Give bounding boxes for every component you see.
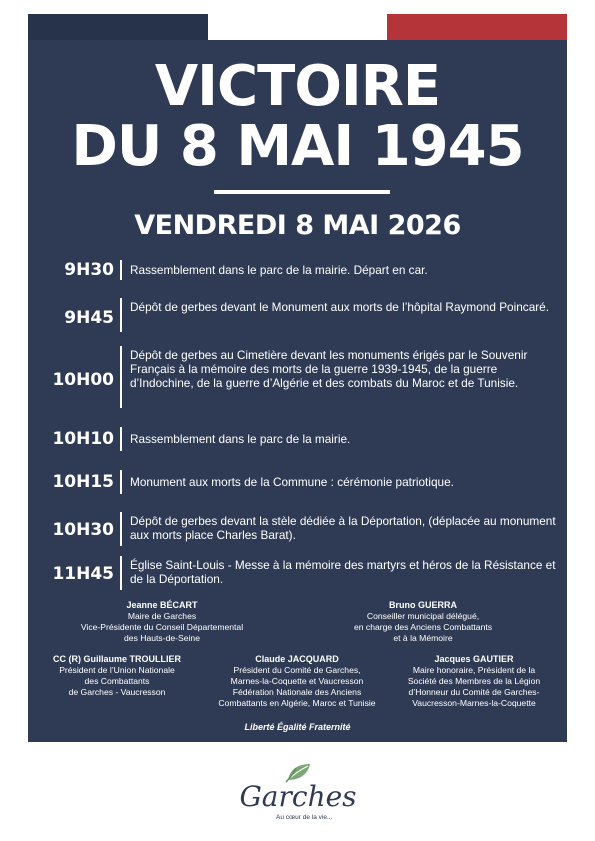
schedule-divider [120,346,122,408]
poster [28,14,567,742]
signatory-role: Président du Comité de Garches, [233,665,361,675]
schedule-time: 10H30 [52,520,114,540]
schedule-time: 10H10 [52,429,114,449]
signatory-name: Jeanne BÉCART [126,600,198,610]
schedule-text: Église Saint-Louis - Messe à la mémoire des martyrs et héros de la Résistance et de la Déportation. [130,558,556,586]
signatory-role: Marnes-la-Coquette et Vaucresson [230,676,364,686]
schedule-time: 9H45 [64,308,114,328]
signatory-role: Combattants en Algérie, Maroc et Tunisie [218,698,376,708]
signatory-role: Vice-Présidente du Conseil Départemental [80,622,244,632]
signatory-role: Vaucresson-Marnes-la-Coquette [412,698,536,708]
schedule-divider [120,298,122,332]
tricolor-flag-band [28,14,567,40]
title-line-2: DU 8 MAI 1945 [71,114,524,179]
schedule-divider [120,427,122,451]
schedule-text: Dépôt de gerbes devant la stèle dédiée à la Déportation, (déplacée au monument aux morts place Charles Barat). [130,514,556,542]
signatory-role: Maire honoraire, Président de la [412,665,536,675]
signatory-role: et à la Mémoire [393,633,453,643]
schedule-text: Monument aux morts de la Commune : cérémonie patriotique. [130,475,454,489]
signatory-name: Claude JACQUARD [255,654,339,664]
signatory-role: Fédération Nationale des Anciens [232,687,362,697]
schedule-time: 11H45 [52,564,114,584]
signatory-role: de Garches - Vaucresson [68,687,166,697]
signatory-troullier [28,654,206,698]
signatory-role: des Hauts-de-Seine [124,633,200,643]
schedule-text: Rassemblement dans le parc de la mairie. [130,432,351,446]
title-line-1: VICTOIRE [154,54,441,119]
signatory-role: d’Honneur du Comité de Garches- [408,687,540,697]
signatory-gautier [384,654,564,709]
signatory-name: Bruno GUERRA [389,600,457,610]
schedule-text: Rassemblement dans le parc de la mairie. Départ en car. [130,263,428,277]
logo-wordmark: Garches [239,780,357,813]
schedule-divider [120,512,122,546]
schedule-divider [120,260,122,280]
signatory-role: Société des Membres de la Légion [407,676,541,686]
schedule-time: 10H00 [52,370,114,390]
signatory-name: CC (R) Guillaume TROULLIER [53,654,181,664]
flag-white-stripe [208,14,388,40]
signatory-guerra [328,600,518,644]
schedule-divider [120,556,122,590]
schedule-text: Dépôt de gerbes au Cimetière devant les monuments érigés par le Souvenir Français à la mémoire des morts de la guerre 1939-1945, de la guerre d’Indochine, de la guerre d’Algérie et des combats du Maroc et de Tunisie. [130,348,528,390]
event-date: VENDREDI 8 MAI 2026 [134,210,461,241]
schedule-time: 10H15 [52,472,114,492]
title-divider [214,190,390,194]
schedule-divider [120,470,122,494]
signatory-role: en charge des Anciens Combattants [353,622,493,632]
national-motto: Liberté Égalité Fraternité [244,722,351,732]
signatory-becart [62,600,262,644]
signatory-name: Jacques GAUTIER [434,654,514,664]
schedule-text: Dépôt de gerbes devant le Monument aux morts de l’hôpital Raymond Poincaré. [130,300,550,314]
schedule-time: 9H30 [64,260,114,280]
flag-blue-stripe [28,14,208,40]
logo-tagline: Au cœur de la vie... [276,814,333,821]
flag-red-stripe [387,14,567,40]
signatory-role: Président de l’Union Nationale [59,665,175,675]
signatory-role: Maire de Garches [127,611,197,621]
garches-logo [232,762,364,826]
signatory-jacquard [202,654,392,709]
signatory-role: Conseiller municipal délégué, [366,611,480,621]
signatory-role: des Combattants [84,676,150,686]
